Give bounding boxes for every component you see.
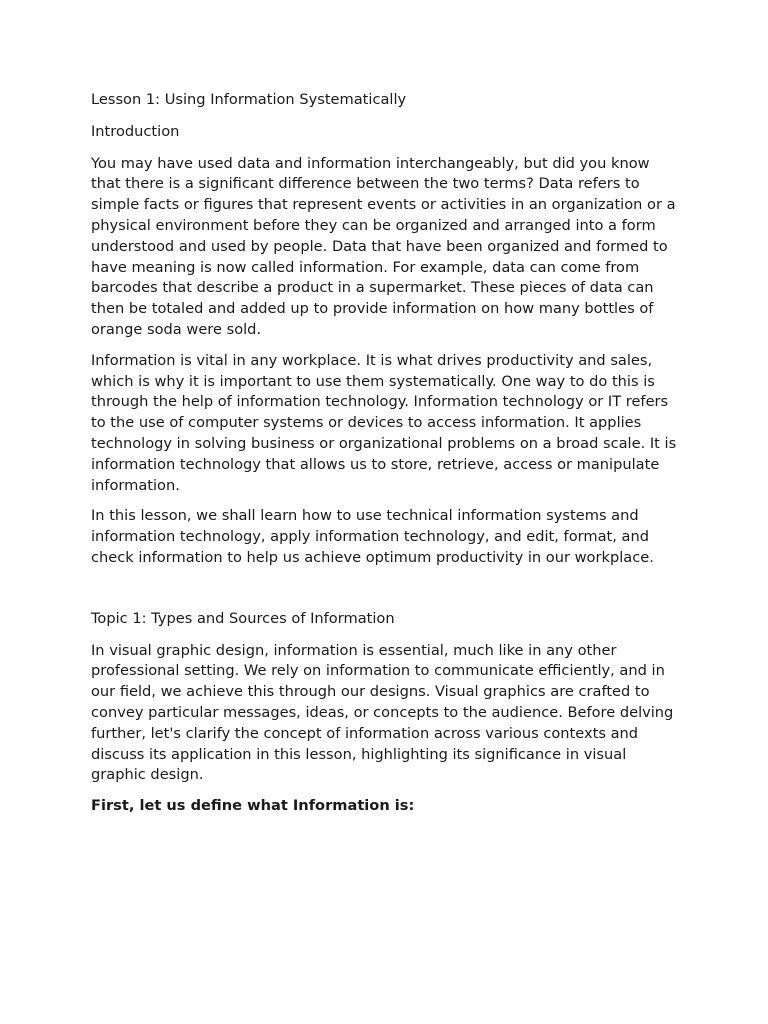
topic-heading: Topic 1: Types and Sources of Information — [91, 609, 395, 627]
topic-paragraph: In visual graphic design, information is essential, much like in any other professional setting. We rely on information to communicate efficiently, and in our field, we achieve this through our designs. Visual graphics are crafted to convey particular messages, ideas, or concepts to the audience. Before delving further, let's clarify the concept of information across various contexts and discuss its application in this lesson, highlighting its significance in visual graphic design. — [91, 641, 674, 784]
definition-prompt: First, let us define what Information is: — [91, 797, 415, 815]
document-page — [91, 90, 681, 827]
intro-heading: Introduction — [91, 122, 180, 140]
intro-paragraph-1: You may have used data and information interchangeably, but did you know that there is a significant difference between the two terms? Data refers to simple facts or figures that represent events or activities in an organization or a physical environment before they can be organized and arranged into a form understood and used by people. Data that have been organized and formed to have meaning is now called information. For example, data can come from barcodes that describe a product in a supermarket. These pieces of data can then be totaled and added up to provide information on how many bottles of orange soda were sold. — [91, 154, 676, 338]
intro-paragraph-2: Information is vital in any workplace. It is what drives productivity and sales, which is why it is important to use them systematically. One way to do this is through the help of information technology. Information technology or IT refers to the use of computer systems or devices to access information. It applies technology in solving business or organizational problems on a broad scale. It is information technology that allows us to store, retrieve, access or manipulate information. — [91, 351, 677, 494]
lesson-title: Lesson 1: Using Information Systematically — [91, 91, 407, 108]
intro-paragraph-3: In this lesson, we shall learn how to use technical information systems and information technology, apply information technology, and edit, format, and check information to help us achieve optimum productivity in our workplace. — [91, 507, 654, 566]
